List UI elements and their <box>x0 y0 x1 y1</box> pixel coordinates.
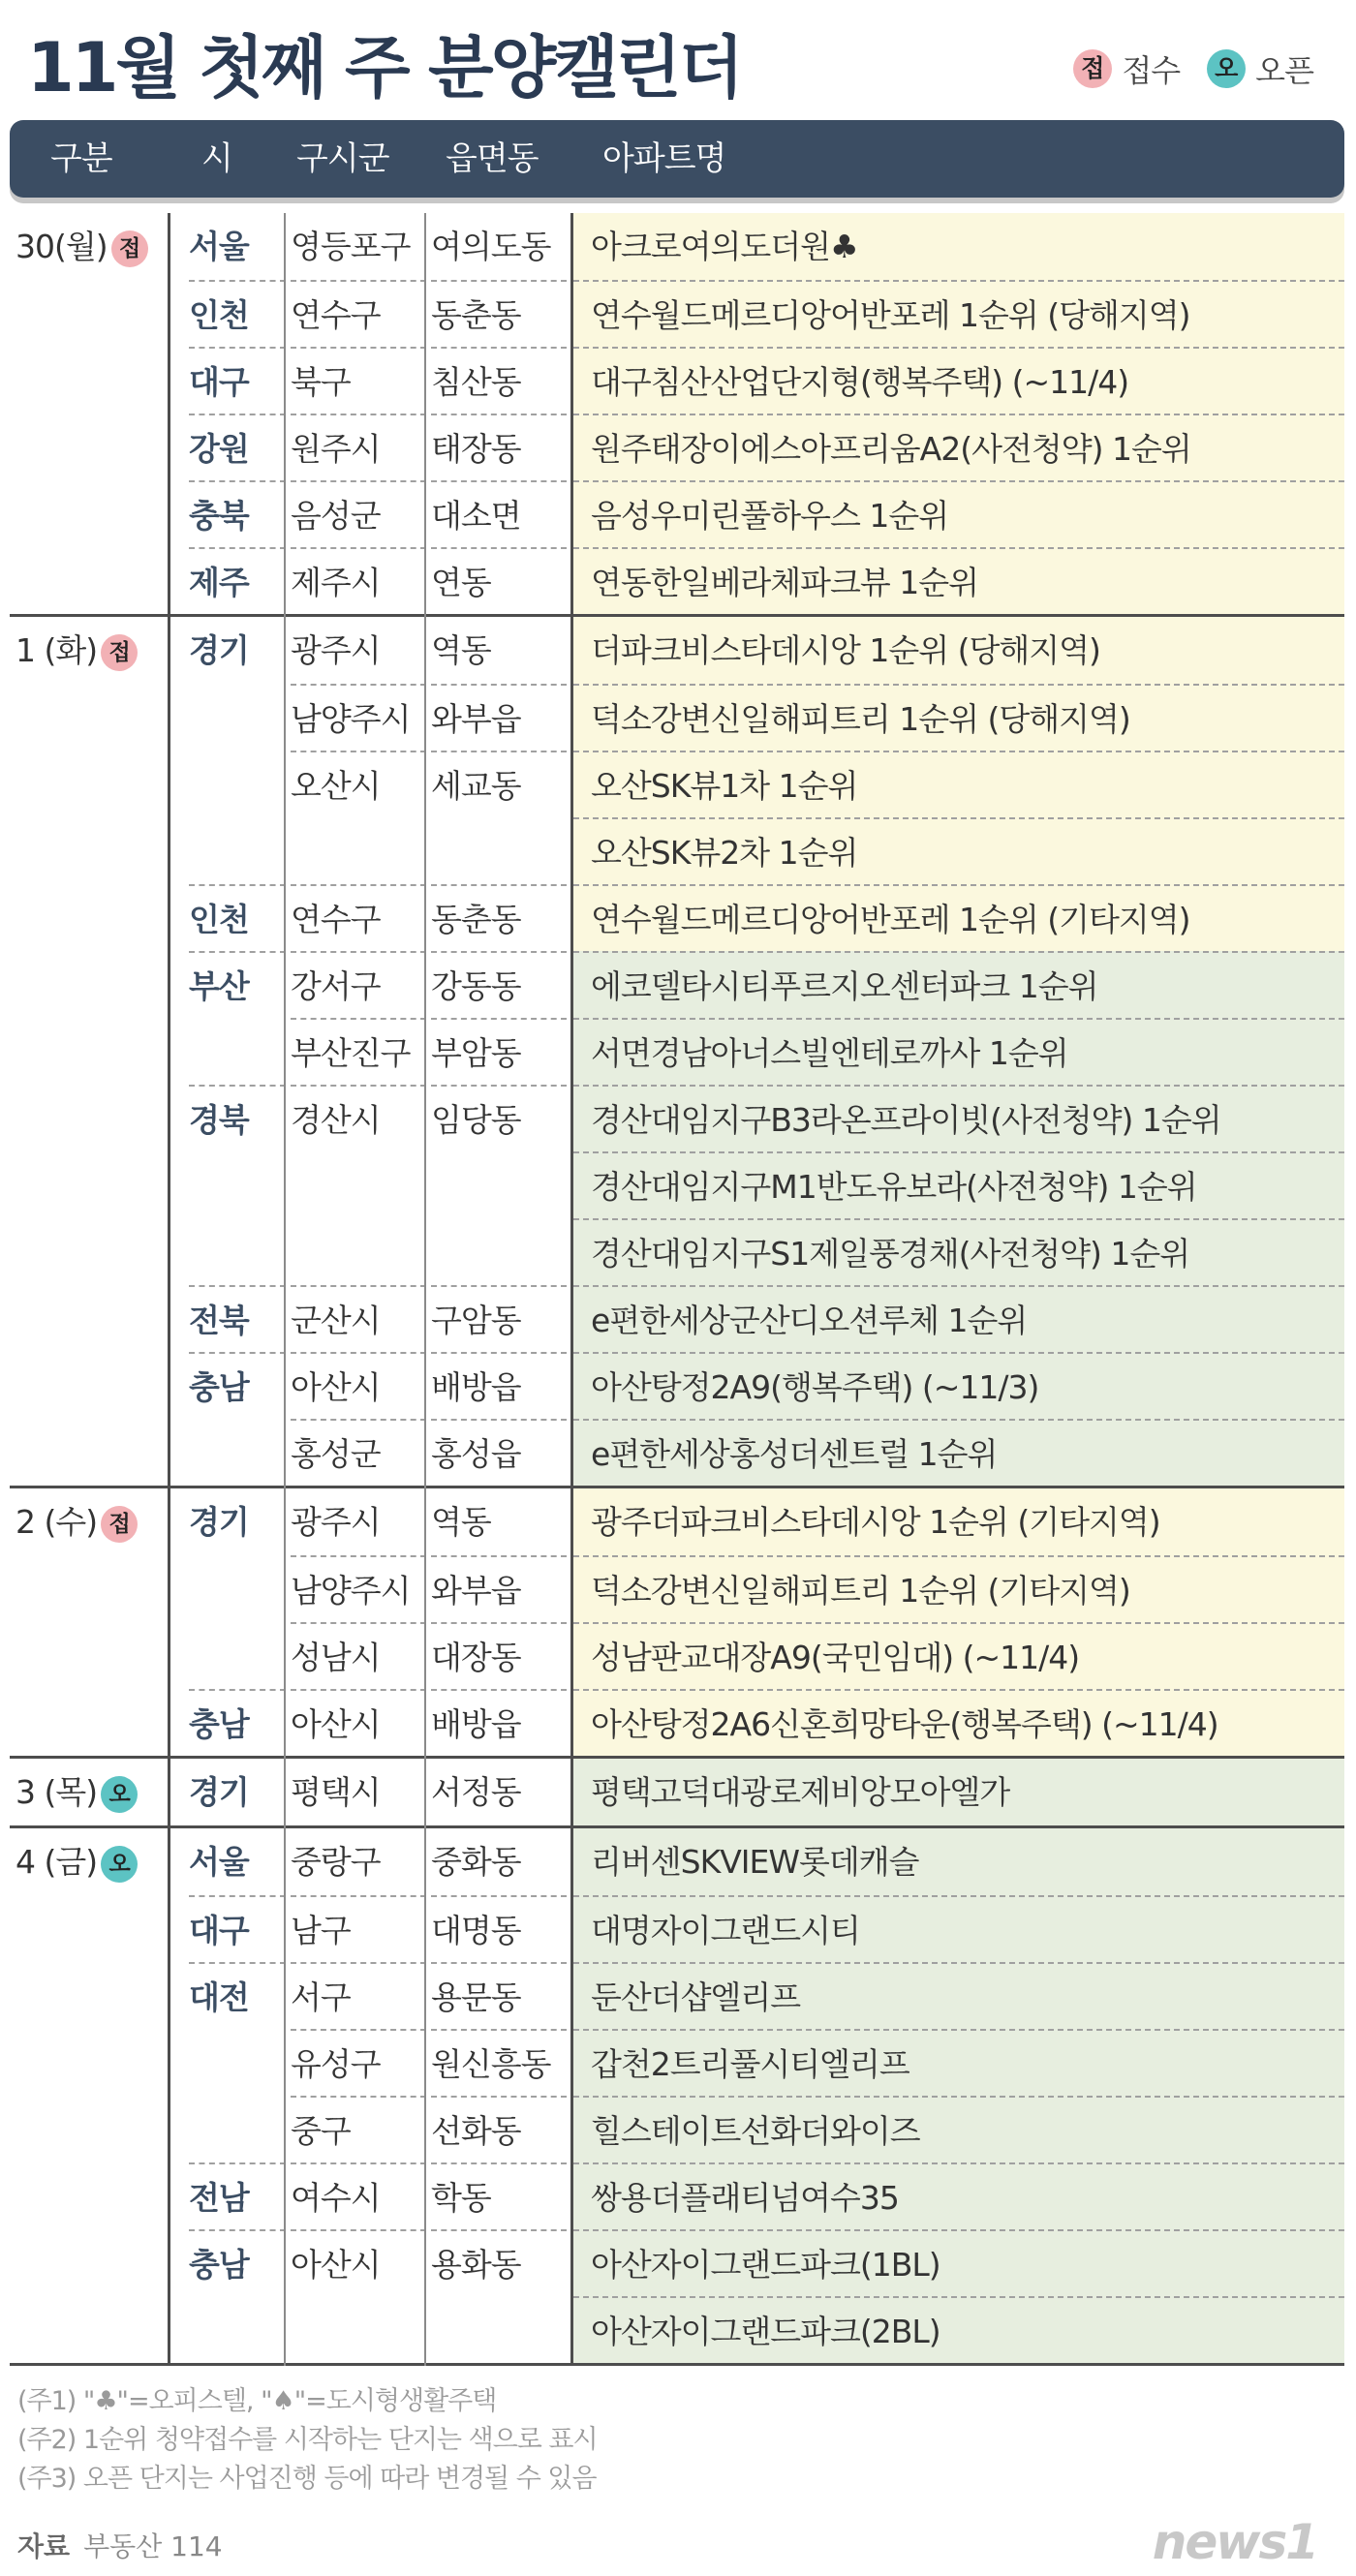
town-cell: 홍성읍 <box>431 1419 567 1487</box>
table-row <box>10 951 1344 1018</box>
table-row <box>10 1488 1344 1555</box>
date-cell <box>15 1218 175 1285</box>
district-cell <box>291 2296 426 2363</box>
town-cell: 대소면 <box>431 480 567 549</box>
town-cell: 역동 <box>431 1503 491 1541</box>
town-cell: 구암동 <box>431 1285 567 1354</box>
apartment-name: 대구침산산업단지형(행복주택) (~11/4) <box>573 347 1344 414</box>
date-cell <box>15 1828 175 1895</box>
apartment-name: 성남판교대장A9(국민임대) (~11/4) <box>573 1622 1344 1689</box>
legend-badge-jeop: 접 <box>1073 49 1112 88</box>
apartment-name: 덕소강변신일해피트리 1순위 (기타지역) <box>573 1555 1344 1622</box>
apartment-name: 아크로여의도더원♣ <box>573 213 1344 280</box>
town-cell: 배방읍 <box>431 1352 567 1421</box>
apartment-name: 대명자이그랜드시티 <box>573 1895 1344 1962</box>
table-row <box>10 1759 1344 1825</box>
town-cell: 학동 <box>431 2162 567 2231</box>
town-cell: 용화동 <box>431 2229 567 2298</box>
district-cell: 강서구 <box>291 951 426 1020</box>
apartment-name: 리버센SKVIEW롯데캐슬 <box>573 1828 1344 1895</box>
news1-logo: news1 <box>1152 2514 1317 2570</box>
table-row <box>10 1419 1344 1486</box>
apartment-name: 음성우미린풀하우스 1순위 <box>573 480 1344 547</box>
district-cell: 원주시 <box>291 414 426 482</box>
date-cell <box>15 684 175 751</box>
apartment-name: 아산탕정2A6신혼희망타운(행복주택) (~11/4) <box>573 1689 1344 1756</box>
city-cell: 강원 <box>189 414 286 482</box>
date-cell <box>15 1352 175 1419</box>
table-row <box>10 1828 1344 1895</box>
date-cell <box>15 1419 175 1486</box>
apartment-name: e편한세상군산디오션루체 1순위 <box>573 1285 1344 1352</box>
table-row <box>10 547 1344 614</box>
apartment-name: 서면경남아너스빌엔테로까사 1순위 <box>573 1018 1344 1085</box>
date-cell <box>15 1555 175 1622</box>
table-row <box>10 884 1344 951</box>
district-cell: 중랑구 <box>291 1843 381 1881</box>
district-cell: 남양주시 <box>291 1555 426 1624</box>
date-cell <box>15 817 175 884</box>
town-cell: 와부읍 <box>431 684 567 752</box>
city-cell: 경북 <box>189 1085 286 1153</box>
town-cell: 동춘동 <box>431 280 567 349</box>
apartment-name: 경산대임지구B3라온프라이빗(사전청약) 1순위 <box>573 1085 1344 1151</box>
date-cell <box>15 347 175 414</box>
legend-label-jeop: 접수 <box>1122 52 1181 89</box>
status-badge: 오 <box>101 1776 138 1813</box>
district-cell: 아산시 <box>291 1352 426 1421</box>
town-cell: 서정동 <box>431 1773 521 1811</box>
district-cell: 음성군 <box>291 480 426 549</box>
town-cell <box>431 1151 567 1218</box>
city-cell: 경기 <box>189 1773 249 1811</box>
district-cell: 홍성군 <box>291 1419 426 1487</box>
city-cell: 서울 <box>189 228 249 265</box>
date-cell <box>15 1895 175 1962</box>
date-cell <box>15 213 175 280</box>
district-cell: 평택시 <box>291 1773 381 1811</box>
district-cell: 성남시 <box>291 1622 426 1691</box>
date-label: 1 (화) <box>15 631 98 669</box>
date-cell <box>15 2229 175 2296</box>
town-cell: 선화동 <box>431 2096 567 2164</box>
status-badge: 오 <box>101 1846 138 1883</box>
town-cell: 임당동 <box>431 1085 567 1153</box>
city-cell: 대구 <box>189 1895 286 1964</box>
table-row <box>10 617 1344 684</box>
date-cell <box>15 751 175 817</box>
town-cell: 원신흥동 <box>431 2029 567 2098</box>
apartment-name: 힐스테이트선화더와이즈 <box>573 2096 1344 2162</box>
district-cell: 서구 <box>291 1962 426 2031</box>
town-cell: 대명동 <box>431 1895 567 1964</box>
apartment-name: 오산SK뷰1차 1순위 <box>573 751 1344 817</box>
apartment-name: 연수월드메르디앙어반포레 1순위 (기타지역) <box>573 884 1344 951</box>
town-cell <box>431 1218 567 1285</box>
town-cell: 연동 <box>431 547 567 616</box>
city-cell: 전북 <box>189 1285 286 1354</box>
town-cell: 용문동 <box>431 1962 567 2031</box>
status-badge: 접 <box>101 1506 138 1543</box>
date-cell <box>15 414 175 480</box>
table-row <box>10 2229 1344 2296</box>
date-cell <box>15 1759 175 1825</box>
apartment-name: 오산SK뷰2차 1순위 <box>573 817 1344 884</box>
date-cell <box>15 1018 175 1085</box>
apartment-name: 에코델타시티푸르지오센터파크 1순위 <box>573 951 1344 1018</box>
town-cell <box>431 817 567 884</box>
city-cell: 충북 <box>189 480 286 549</box>
date-cell <box>15 2162 175 2229</box>
town-cell: 배방읍 <box>431 1689 567 1758</box>
city-cell: 충남 <box>189 2229 286 2298</box>
district-cell: 여수시 <box>291 2162 426 2231</box>
status-badge: 접 <box>101 634 138 671</box>
date-cell <box>15 2029 175 2096</box>
table-row <box>10 1218 1344 1285</box>
date-label: 3 (목) <box>15 1773 98 1811</box>
date-label: 4 (금) <box>15 1843 98 1881</box>
district-cell: 중구 <box>291 2096 426 2164</box>
table-row <box>10 1085 1344 1151</box>
table-header <box>10 120 1344 198</box>
city-cell <box>189 2096 286 2162</box>
city-cell <box>189 2296 286 2363</box>
table-row <box>10 2029 1344 2096</box>
town-cell: 역동 <box>431 631 491 669</box>
district-cell: 북구 <box>291 347 426 415</box>
table-row <box>10 751 1344 817</box>
district-cell: 아산시 <box>291 1689 426 1758</box>
city-cell: 부산 <box>189 951 286 1020</box>
district-cell: 광주시 <box>291 631 381 669</box>
town-cell: 여의도동 <box>431 228 551 265</box>
apartment-name: 연수월드메르디앙어반포레 1순위 (당해지역) <box>573 280 1344 347</box>
calendar-table <box>10 213 1344 2366</box>
legend <box>1073 46 1313 91</box>
day-group <box>10 617 1344 1488</box>
district-cell: 연수구 <box>291 280 426 349</box>
note-2: (주2) 1순위 청약접수를 시작하는 단지는 색으로 표시 <box>17 2425 598 2455</box>
date-cell <box>15 2096 175 2162</box>
legend-badge-open: 오 <box>1207 49 1246 88</box>
district-cell: 경산시 <box>291 1085 426 1153</box>
apartment-name: 더파크비스타데시앙 1순위 (당해지역) <box>573 617 1344 684</box>
apartment-name: e편한세상홍성더센트럴 1순위 <box>573 1419 1344 1486</box>
town-cell: 태장동 <box>431 414 567 482</box>
date-cell <box>15 617 175 684</box>
table-row <box>10 1285 1344 1352</box>
town-cell: 부암동 <box>431 1018 567 1087</box>
city-cell: 대전 <box>189 1962 286 2031</box>
city-cell: 경기 <box>189 631 249 669</box>
status-badge: 접 <box>111 230 148 267</box>
town-cell: 중화동 <box>431 1843 521 1881</box>
table-row <box>10 213 1344 280</box>
apartment-name: 아산자이그랜드파크(2BL) <box>573 2296 1344 2363</box>
table-row <box>10 1895 1344 1962</box>
town-cell <box>431 2296 567 2363</box>
city-cell <box>189 1555 286 1622</box>
header-category: 구분 <box>50 139 112 178</box>
date-cell <box>15 2296 175 2363</box>
page-title: 11월 첫째 주 분양캘린더 <box>27 28 742 107</box>
date-cell <box>15 1962 175 2029</box>
table-row <box>10 684 1344 751</box>
district-cell: 연수구 <box>291 884 426 953</box>
city-cell: 경기 <box>189 1503 249 1541</box>
date-cell <box>15 1151 175 1218</box>
apartment-name: 덕소강변신일해피트리 1순위 (당해지역) <box>573 684 1344 751</box>
town-cell: 강동동 <box>431 951 567 1020</box>
table-row <box>10 480 1344 547</box>
table-row <box>10 347 1344 414</box>
table-row <box>10 2162 1344 2229</box>
table-row <box>10 1555 1344 1622</box>
header-town: 읍면동 <box>446 139 539 178</box>
city-cell <box>189 1622 286 1689</box>
city-cell: 충남 <box>189 1689 286 1758</box>
date-cell <box>15 480 175 547</box>
day-group <box>10 213 1344 617</box>
district-cell <box>291 1151 426 1218</box>
district-cell: 남구 <box>291 1895 426 1964</box>
city-cell <box>189 684 286 751</box>
city-cell <box>189 1151 286 1218</box>
city-cell <box>189 2029 286 2096</box>
note-1: (주1) "♣"=오피스텔, "♠"=도시형생활주택 <box>17 2386 497 2416</box>
table-row <box>10 1962 1344 2029</box>
city-cell: 인천 <box>189 884 286 953</box>
header-apt: 아파트명 <box>602 139 726 178</box>
city-cell <box>189 751 286 817</box>
apartment-name: 광주더파크비스타데시앙 1순위 (기타지역) <box>573 1488 1344 1555</box>
apartment-name: 아산자이그랜드파크(1BL) <box>573 2229 1344 2296</box>
table-row <box>10 2296 1344 2363</box>
legend-label-open: 오픈 <box>1255 52 1313 89</box>
source <box>17 2526 223 2564</box>
district-cell: 광주시 <box>291 1503 381 1541</box>
district-cell <box>291 817 426 884</box>
town-cell: 동춘동 <box>431 884 567 953</box>
date-cell <box>15 1622 175 1689</box>
district-cell: 남양주시 <box>291 684 426 752</box>
date-cell <box>15 1285 175 1352</box>
table-row <box>10 817 1344 884</box>
city-cell <box>189 1419 286 1486</box>
apartment-name: 둔산더샵엘리프 <box>573 1962 1344 2029</box>
table-row <box>10 1151 1344 1218</box>
district-cell: 유성구 <box>291 2029 426 2098</box>
apartment-name: 경산대임지구M1반도유보라(사전청약) 1순위 <box>573 1151 1344 1218</box>
source-value: 부동산 114 <box>83 2530 223 2562</box>
apartment-name: 아산탕정2A9(행복주택) (~11/3) <box>573 1352 1344 1419</box>
district-cell: 군산시 <box>291 1285 426 1354</box>
header-city: 시 <box>201 139 232 178</box>
table-row <box>10 280 1344 347</box>
apartment-name: 연동한일베라체파크뷰 1순위 <box>573 547 1344 614</box>
date-label: 2 (수) <box>15 1503 98 1541</box>
town-cell: 침산동 <box>431 347 567 415</box>
city-cell: 서울 <box>189 1843 249 1881</box>
date-cell <box>15 280 175 347</box>
district-cell: 부산진구 <box>291 1018 426 1087</box>
date-cell <box>15 1085 175 1151</box>
table-row <box>10 1352 1344 1419</box>
day-group <box>10 1828 1344 2366</box>
district-cell: 아산시 <box>291 2229 426 2298</box>
district-cell: 영등포구 <box>291 228 411 265</box>
date-cell <box>15 884 175 951</box>
date-cell <box>15 1488 175 1555</box>
city-cell <box>189 817 286 884</box>
apartment-name: 평택고덕대광로제비앙모아엘가 <box>573 1759 1344 1825</box>
district-cell: 제주시 <box>291 547 426 616</box>
day-group <box>10 1759 1344 1828</box>
district-cell: 오산시 <box>291 751 426 819</box>
table-row <box>10 1689 1344 1756</box>
note-3: (주3) 오픈 단지는 사업진행 등에 따라 변경될 수 있음 <box>17 2464 597 2494</box>
city-cell: 대구 <box>189 347 286 415</box>
date-cell <box>15 1689 175 1756</box>
city-cell <box>189 1018 286 1085</box>
date-label: 30(월) <box>15 228 108 265</box>
table-row <box>10 2096 1344 2162</box>
date-cell <box>15 951 175 1018</box>
date-cell <box>15 547 175 614</box>
header-district: 구시군 <box>296 139 389 178</box>
table-row <box>10 1622 1344 1689</box>
city-cell <box>189 1218 286 1285</box>
apartment-name: 쌍용더플래티넘여수35 <box>573 2162 1344 2229</box>
source-label: 자료 <box>17 2530 71 2562</box>
apartment-name: 원주태장이에스아프리움A2(사전청약) 1순위 <box>573 414 1344 480</box>
table-row <box>10 414 1344 480</box>
notes <box>17 2382 598 2499</box>
apartment-name: 갑천2트리풀시티엘리프 <box>573 2029 1344 2096</box>
town-cell: 세교동 <box>431 751 567 819</box>
district-cell <box>291 1218 426 1285</box>
town-cell: 대장동 <box>431 1622 567 1691</box>
town-cell: 와부읍 <box>431 1555 567 1624</box>
day-group <box>10 1488 1344 1759</box>
table-row <box>10 1018 1344 1085</box>
city-cell: 제주 <box>189 547 286 616</box>
city-cell: 전남 <box>189 2162 286 2231</box>
city-cell: 인천 <box>189 280 286 349</box>
apartment-name: 경산대임지구S1제일풍경채(사전청약) 1순위 <box>573 1218 1344 1285</box>
city-cell: 충남 <box>189 1352 286 1421</box>
